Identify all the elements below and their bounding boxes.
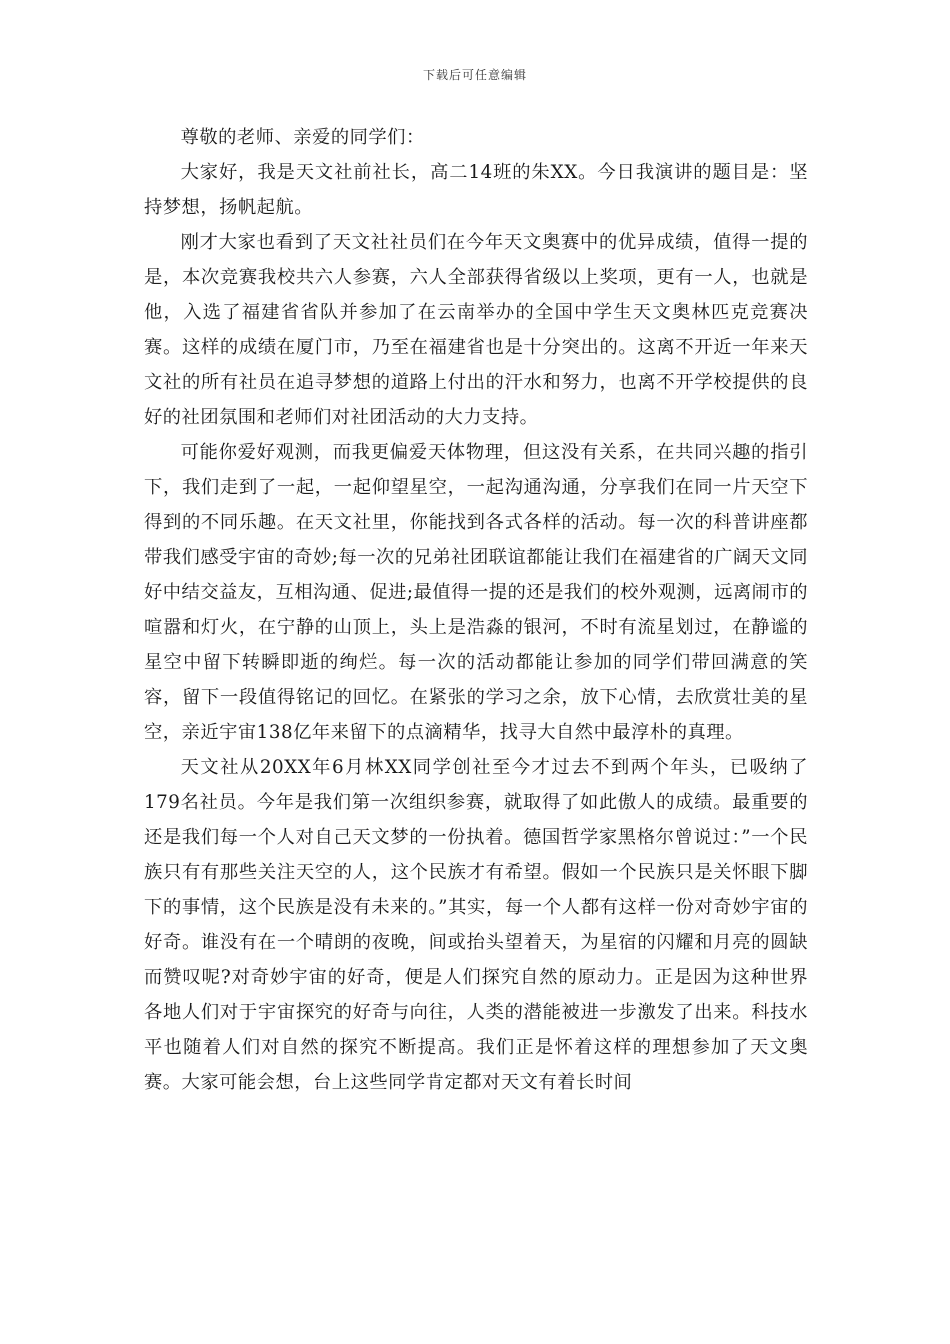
paragraph-achievements: 刚才大家也看到了天文社社员们在今年天文奥赛中的优异成绩，值得一提的是，本次竞赛我校共六人参赛，六人全部获得省级以上奖项，更有一人，也就是他，入选了福建省省队并参加了在云南举办的全国中学生天文奥林匹克竞赛决赛。这样的成绩在厦门市，乃至在福建省也是十分突出的。这离不开近一年来天文社的所有社员在追寻梦想的道路上付出的汗水和努力，也离不开学校提供的良好的社团氛围和老师们对社团活动的大力支持。 (144, 232, 808, 428)
paragraph-intro: 大家好，我是天文社前社长，高二14班的朱XX。今日我演讲的题目是：坚持梦想，扬帆起航。 (144, 162, 808, 218)
paragraph-activities: 可能你爱好观测，而我更偏爱天体物理，但这没有关系，在共同兴趣的指引下，我们走到了一起，一起仰望星空，一起沟通沟通，分享我们在同一片天空下得到的不同乐趣。在天文社里，你能找到各式各样的活动。每一次的科普讲座都带我们感受宇宙的奇妙;每一次的兄弟社团联谊都能让我们在福建省的广阔天文同好中结交益友，互相沟通、促进;最值得一提的还是我们的校外观测，远离闹市的喧嚣和灯火，在宁静的山顶上，头上是浩淼的银河，不时有流星划过，在静谧的星空中留下转瞬即逝的绚烂。每一次的活动都能让参加的同学们带回满意的笑容，留下一段值得铭记的回忆。在紧张的学习之余，放下心情，去欣赏壮美的星空，亲近宇宙138亿年来留下的点滴精华，找寻大自然中最淳朴的真理。 (144, 442, 809, 743)
paragraph-history: 天文社从20XX年6月林XX同学创社至今才过去不到两个年头，已吸纳了179名社员。今年是我们第一次组织参赛，就取得了如此傲人的成绩。最重要的还是我们每一个人对自己天文梦的一份执着。德国哲学家黑格尔曾说过：”一个民族只有有那些关注天空的人，这个民族才有希望。假如一个民族只是关怀眼下脚下的事情，这个民族是没有未来的。”其实，每一个人都有这样一份对奇妙宇宙的好奇。谁没有在一个晴朗的夜晚，间或抬头望着天，为星宿的闪耀和月亮的圆缺而赞叹呢?对奇妙宇宙的好奇，便是人们探究自然的原动力。正是因为这种世界各地人们对于宇宙探究的好奇与向往，人类的潜能被进一步激发了出来。科技水平也随着人们对自然的探究不断提高。我们正是怀着这样的理想参加了天文奥赛。大家可能会想，台上这些同学肯定都对天文有着长时间 (144, 757, 808, 1093)
document-body (144, 120, 808, 1100)
greeting: 尊敬的老师、亲爱的同学们： (180, 127, 425, 148)
page-header-note: 下载后可任意编辑 (422, 68, 527, 82)
